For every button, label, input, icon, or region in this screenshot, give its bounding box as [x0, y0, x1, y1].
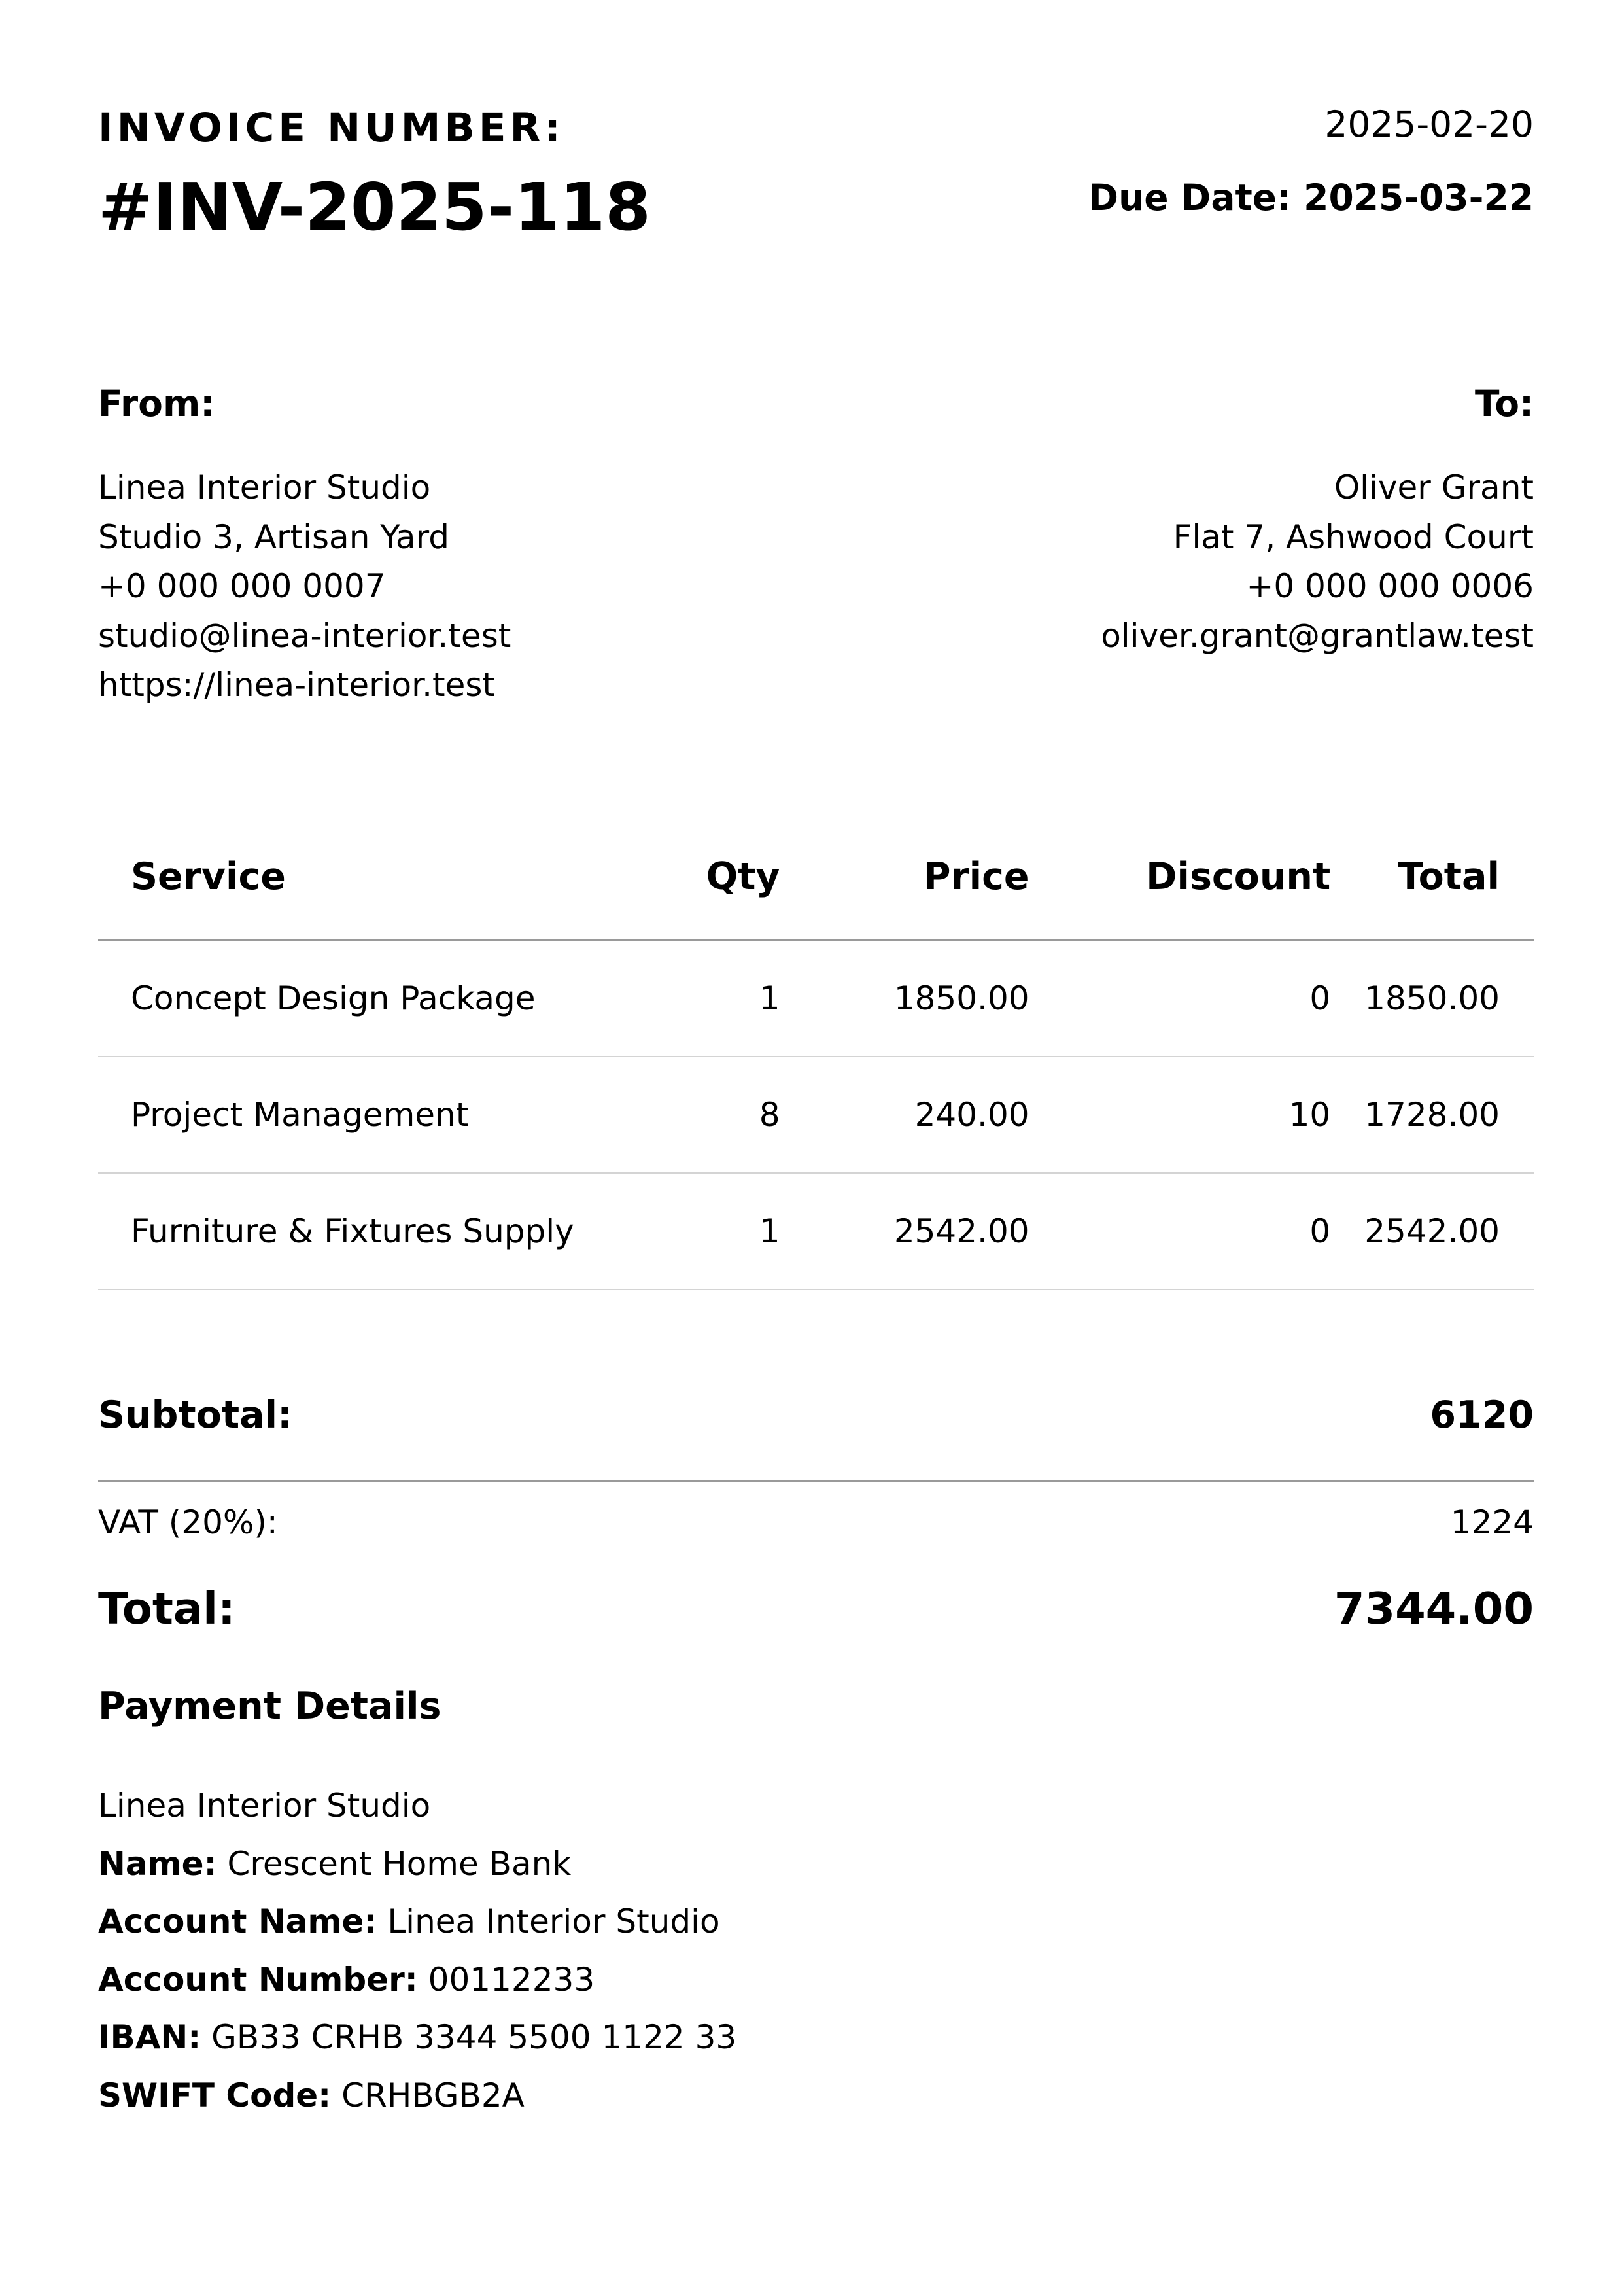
cell-discount: 10	[1063, 1057, 1365, 1173]
column-header-service: Service	[98, 815, 689, 940]
sender-name: Linea Interior Studio	[98, 468, 431, 506]
account-number-value: 00112233	[428, 1960, 595, 1999]
vat-value: 1224	[1450, 1503, 1534, 1541]
cell-total: 1728.00	[1364, 1057, 1534, 1173]
account-name-value: Linea Interior Studio	[387, 1902, 720, 1940]
recipient-street: Flat 7, Ashwood Court	[1173, 517, 1534, 556]
cell-qty: 1	[689, 940, 814, 1057]
table-header-row	[98, 815, 1534, 940]
column-header-discount: Discount	[1063, 815, 1365, 940]
from-heading: From:	[98, 383, 215, 425]
account-name-line	[98, 1893, 736, 1951]
cell-qty: 8	[689, 1057, 814, 1173]
sender-email: studio@linea-interior.test	[98, 616, 511, 655]
sender-website: https://linea-interior.test	[98, 666, 496, 704]
recipient-phone: +0 000 000 0006	[1246, 567, 1534, 605]
cell-price: 240.00	[814, 1057, 1063, 1173]
account-number-label: Account Number:	[98, 1960, 418, 1999]
bank-name-line	[98, 1835, 736, 1893]
iban-line	[98, 2008, 736, 2067]
invoice-date: 2025-02-20	[1324, 103, 1534, 145]
cell-service: Furniture & Fixtures Supply	[98, 1173, 689, 1289]
payment-company: Linea Interior Studio	[98, 1787, 431, 1825]
recipient-email: oliver.grant@grantlaw.test	[1101, 616, 1534, 655]
cell-discount: 0	[1063, 940, 1365, 1057]
swift-label: SWIFT Code:	[98, 2076, 332, 2114]
table-row	[98, 940, 1534, 1057]
recipient-name: Oliver Grant	[1334, 468, 1534, 506]
swift-line	[98, 2067, 736, 2125]
cell-discount: 0	[1063, 1173, 1365, 1289]
account-name-label: Account Name:	[98, 1902, 377, 1940]
subtotal-divider	[98, 1480, 1534, 1482]
subtotal-label: Subtotal:	[98, 1393, 292, 1437]
column-header-qty: Qty	[689, 815, 814, 940]
line-items-table	[98, 815, 1534, 1290]
column-header-price: Price	[814, 815, 1063, 940]
cell-total: 2542.00	[1364, 1173, 1534, 1289]
total-value: 7344.00	[1334, 1583, 1534, 1634]
due-date: Due Date: 2025-03-22	[1088, 177, 1534, 219]
swift-value: CRHBGB2A	[341, 2076, 525, 2114]
bank-name-label: Name:	[98, 1844, 217, 1883]
bank-name-value: Crescent Home Bank	[227, 1844, 572, 1883]
sender-phone: +0 000 000 0007	[98, 567, 386, 605]
payment-details-heading: Payment Details	[98, 1685, 441, 1728]
cell-qty: 1	[689, 1173, 814, 1289]
table-row	[98, 1057, 1534, 1173]
cell-price: 1850.00	[814, 940, 1063, 1057]
subtotal-value: 6120	[1430, 1393, 1534, 1437]
vat-label: VAT (20%):	[98, 1503, 278, 1541]
to-heading: To:	[1475, 383, 1534, 425]
total-label: Total:	[98, 1583, 235, 1634]
column-header-total: Total	[1364, 815, 1534, 940]
sender-address	[98, 463, 511, 710]
iban-value: GB33 CRHB 3344 5500 1122 33	[211, 2018, 737, 2056]
cell-price: 2542.00	[814, 1173, 1063, 1289]
cell-total: 1850.00	[1364, 940, 1534, 1057]
table-row	[98, 1173, 1534, 1289]
sender-street: Studio 3, Artisan Yard	[98, 517, 449, 556]
invoice-number: #INV-2025-118	[98, 169, 651, 245]
invoice-number-label: INVOICE NUMBER:	[98, 105, 564, 151]
recipient-address	[1101, 463, 1534, 661]
invoice-page	[98, 0, 1534, 2295]
payment-details	[98, 1777, 736, 2124]
iban-label: IBAN:	[98, 2018, 201, 2056]
account-number-line	[98, 1951, 736, 2009]
cell-service: Project Management	[98, 1057, 689, 1173]
cell-service: Concept Design Package	[98, 940, 689, 1057]
